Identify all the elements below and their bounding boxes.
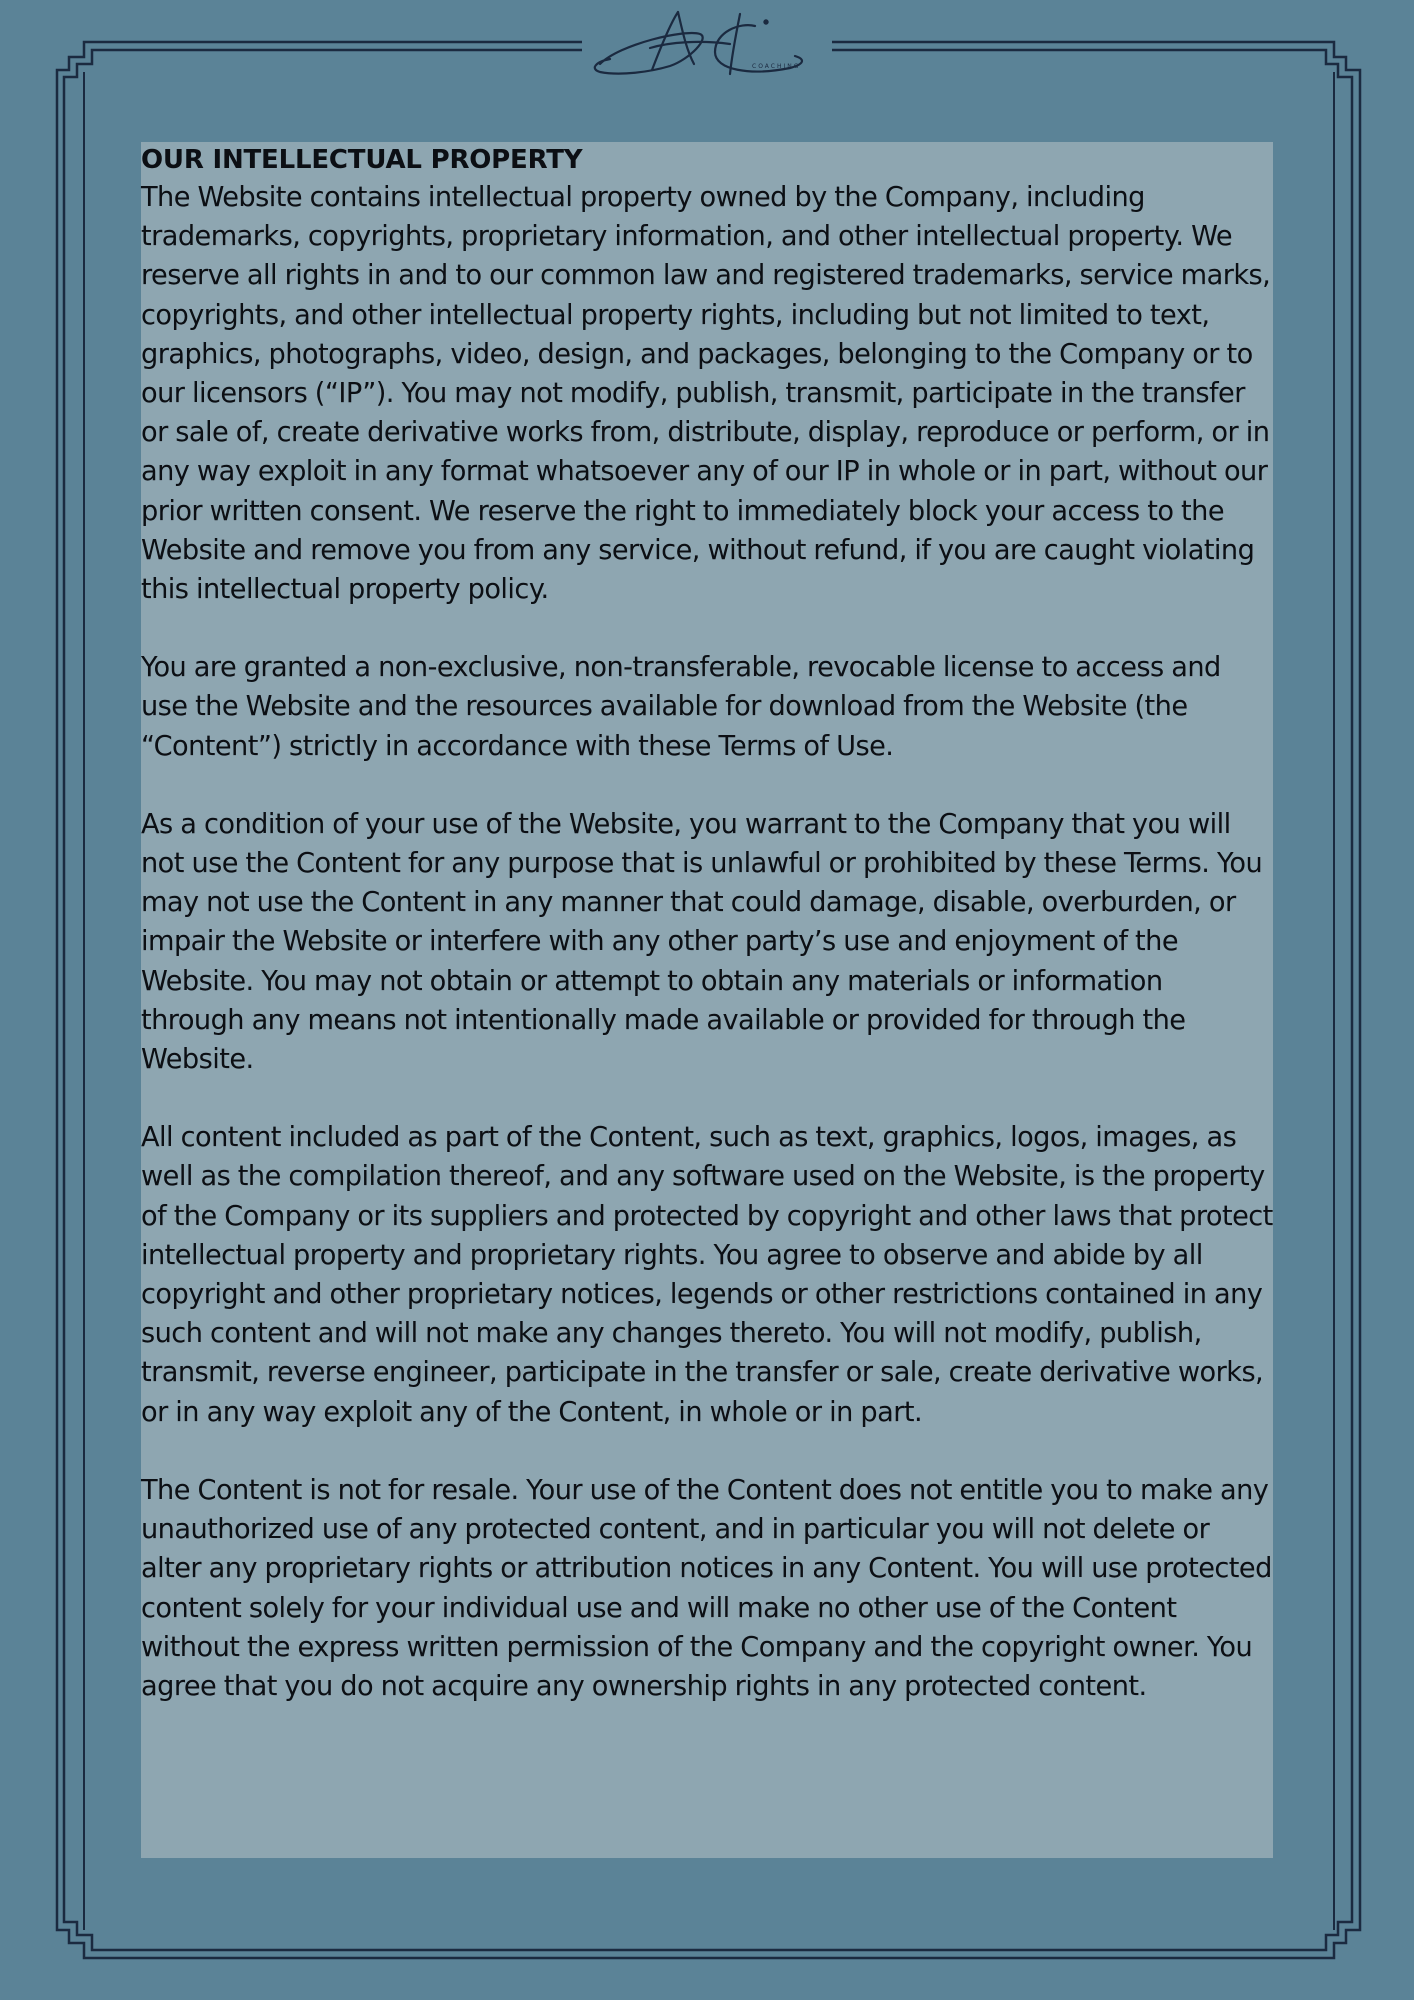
logo-subtitle: COACHING — [752, 63, 801, 70]
paragraph-conditions-of-use: As a condition of your use of the Website, you warrant to the Company that you will not use the Content for any purpose that is unlawful or prohibited by these Terms. You may not use the Content in any manner that could damage, disable, overburden, or impair the Website or interfere with any other party’s use and enjoyment of the Website. You may not obtain or attempt to obtain any materials or information through any means not intentionally made available or provided for through the Website. — [141, 808, 1263, 1076]
paragraph-license-grant: You are granted a non-exclusive, non-transferable, revocable license to access and use the Website and the resources available for download from the Website (the “Content”) strictly in accordance with these Terms of Use. — [141, 652, 1221, 762]
section-heading: OUR INTELLECTUAL PROPERTY — [141, 145, 583, 175]
paragraph-intellectual-property: The Website contains intellectual property owned by the Company, including trademarks, copyrights, proprietary information, and other intellectual property. We reserve all rights in and to our common law and registered trademarks, service marks, copyrights, and other intellectual property rights, including but not limited to text, graphics, photographs, video, design, and packages, belonging to the Company or to our licensors (“IP”). You may not modify, publish, transmit, participate in the transfer or sale of, create derivative works from, distribute, display, reproduce or perform, or in any way exploit in any format whatsoever any of our IP in whole or in part, without our prior written consent. We reserve the right to immediately block your access to the Website and remove you from any service, without refund, if you are caught violating this intellectual property policy. — [141, 182, 1271, 606]
paragraph-content-ownership: All content included as part of the Content, such as text, graphics, logos, images, as well as the compilation thereof, and any software used on the Website, is the property of the Company or its suppliers and protected by copyright and other laws that protect intellectual property and proprietary rights. You agree to observe and abide by all copyright and other proprietary notices, legends or other restrictions contained in any such content and will not make any changes thereto. You will not modify, publish, transmit, reverse engineer, participate in the transfer or sale, create derivative works, or in any way exploit any of the Content, in whole or in part. — [141, 1122, 1273, 1428]
brand-logo-monogram — [590, 4, 830, 88]
content-panel — [141, 142, 1273, 1858]
paragraph-no-resale: The Content is not for resale. Your use of the Content does not entitle you to make any unauthorized use of any protected content, and in particular you will not delete or alter any proprietary rights or attribution notices in any Content. You will use protected content solely for your individual use and will make no other use of the Content without the express written permission of the Company and the copyright owner. You agree that you do not acquire any ownership rights in any protected content. — [141, 1474, 1272, 1702]
